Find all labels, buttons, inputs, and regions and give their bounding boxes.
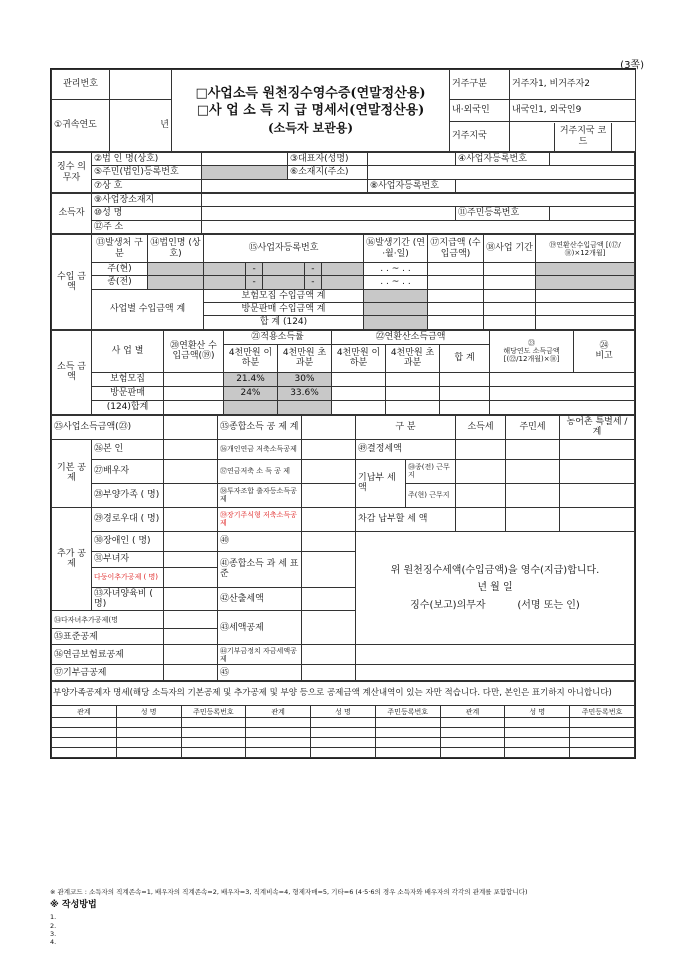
total-current[interactable] — [490, 400, 635, 414]
payer-sig-label: 징수(보고)의무자 — [410, 599, 486, 611]
workplace-field[interactable] — [202, 194, 635, 207]
dep-name-h1: 성 명 — [116, 706, 181, 718]
dep-cell[interactable] — [52, 738, 117, 748]
elderly-field[interactable] — [164, 507, 218, 531]
dep-cell[interactable] — [52, 718, 117, 728]
country-code-label: 거주지국 코드 — [555, 123, 612, 151]
dep-cell[interactable] — [311, 718, 376, 728]
h-bizperiod: ⑱사업 기간 — [484, 235, 536, 263]
dep-rrn-h2: 주민등록번호 — [375, 706, 440, 718]
notes-block — [50, 888, 634, 946]
year-field[interactable]: 년 — [110, 100, 172, 152]
prev-dash2: - — [304, 276, 321, 288]
elderly-label: ㉙경로우대 ( 명) — [92, 507, 164, 531]
child-care-label: ㉝자녀양육비 ( 명) — [92, 587, 164, 611]
dep-cell[interactable] — [52, 728, 117, 738]
rep-name-field[interactable] — [368, 153, 456, 166]
insurance-total-field[interactable] — [428, 289, 484, 302]
reg-no-field[interactable] — [202, 166, 288, 179]
dep-cell[interactable] — [116, 748, 181, 758]
door-current[interactable] — [490, 386, 635, 400]
dep-cell[interactable] — [116, 728, 181, 738]
donation-field[interactable] — [164, 665, 218, 681]
dep-cell[interactable] — [246, 748, 311, 758]
h-type: ⑬발생처 구 분 — [92, 235, 148, 263]
door-conv-under[interactable] — [332, 386, 386, 400]
disabled-field[interactable] — [164, 531, 218, 551]
country-field[interactable] — [510, 123, 555, 151]
cur-biz-c[interactable] — [321, 263, 363, 275]
earnings-total-label: (124)합계 — [92, 400, 164, 414]
door-rate-over: 33.6% — [278, 386, 332, 400]
sign-label[interactable]: (서명 또는 인) — [517, 599, 580, 611]
blank-b-label: ㊺ — [218, 665, 302, 681]
total-ded-label: ㉟종합소득 공 제 계 — [218, 415, 302, 439]
dependents-field[interactable] — [164, 483, 218, 507]
child-care-field[interactable] — [164, 587, 218, 611]
confirm-text: 위 원천징수세액(수입금액)을 영수(지급)합니다. — [390, 564, 600, 576]
tax-base-field[interactable] — [302, 551, 356, 587]
dep-rel-h3: 관계 — [440, 706, 505, 718]
dep-cell[interactable] — [440, 748, 505, 758]
door-conv-over[interactable] — [386, 386, 440, 400]
extra-section: 추가 공제 — [52, 507, 92, 611]
dep-cell[interactable] — [375, 718, 440, 728]
dep-cell[interactable] — [311, 748, 376, 758]
dep-cell[interactable] — [181, 738, 246, 748]
mgmt-no-label: 관리번호 — [52, 70, 110, 100]
biz-income-field[interactable] — [164, 415, 218, 439]
cur-dash1: - — [246, 263, 263, 275]
ins-rate-under: 21.4% — [224, 372, 278, 386]
title-line3: (소득자 보관용) — [267, 120, 354, 135]
address-label: ⑥소재지(주소) — [288, 166, 368, 179]
dep-cell[interactable] — [246, 728, 311, 738]
year-label: ①귀속연도 — [52, 100, 110, 152]
prev-biz-c[interactable] — [321, 276, 363, 288]
insurance-row-label: 보험모집 — [92, 372, 164, 386]
cur-work-label: 주(현) 근무지 — [406, 483, 456, 507]
spouse-field[interactable] — [164, 459, 218, 483]
note-4: 4. — [50, 937, 57, 946]
long-term-field[interactable] — [302, 507, 356, 531]
remark-num: ㉔ — [599, 340, 609, 351]
workplace-label: ⑨사업장소재지 — [92, 194, 202, 207]
ins-conv-under[interactable] — [332, 372, 386, 386]
personal-pension-field[interactable] — [302, 439, 356, 459]
current-year-num: ㉓ — [528, 339, 536, 348]
pension-ins-label: ㊱연금보험료공제 — [52, 645, 164, 665]
long-term-label: ㊴장기주식형 저축소득공제 — [218, 507, 302, 531]
multi-child-label: ㉞다자녀추가공제(명 — [52, 611, 164, 629]
rate-head: ㉑적용소득률 — [224, 330, 332, 344]
notes-heading: ※ 작성방법 — [50, 900, 97, 911]
multi-child-field[interactable] — [164, 611, 218, 629]
total-conv-sum[interactable] — [440, 400, 490, 414]
classification-label: 구 분 — [356, 415, 456, 439]
nationality-value[interactable]: 내국인1, 외국인9 — [510, 100, 636, 122]
ins-current[interactable] — [490, 372, 635, 386]
dependents-table — [51, 681, 635, 758]
h-period: ⑯발생기간 (연·월·일) — [364, 235, 428, 263]
income-table — [51, 234, 635, 330]
dep-cell[interactable] — [375, 748, 440, 758]
political-field[interactable] — [302, 645, 356, 665]
residence-type-label: 거주구분 — [450, 70, 510, 100]
prev-dash1: - — [246, 276, 263, 288]
prev-converted-field — [536, 276, 635, 289]
address-field[interactable] — [368, 166, 635, 179]
nationality-label: 내·외국인 — [450, 100, 510, 122]
mgmt-no-field[interactable] — [110, 70, 172, 100]
row-current: 주(현) — [92, 263, 148, 276]
local-tax-head: 주민세 — [506, 415, 560, 439]
dep-cell[interactable] — [181, 718, 246, 728]
h-converted: ⑲연환산수입금액 [(⑰/⑱)×12개월] — [536, 235, 635, 263]
dep-rrn-h1: 주민등록번호 — [181, 706, 246, 718]
ins-conv-sum[interactable] — [440, 372, 490, 386]
invest-union-field[interactable] — [302, 483, 356, 507]
country-code-field[interactable] — [612, 123, 636, 151]
dep-cell[interactable] — [52, 748, 117, 758]
cur-dash2: - — [304, 263, 321, 275]
prev-biz-a[interactable] — [204, 276, 246, 288]
prev-work-label: ㊿종(전) 근무지 — [406, 459, 456, 483]
diff-income-tax[interactable] — [456, 507, 506, 531]
annual-income-label: ⑳연환산 수입금액(⑲) — [164, 330, 224, 372]
cur-period-field[interactable]: . . ~ . . — [364, 263, 428, 276]
ins-rate-over: 30% — [278, 372, 332, 386]
det-total-tax[interactable] — [560, 439, 635, 459]
note-2: 2. — [50, 921, 57, 930]
earner-address-field[interactable] — [202, 220, 635, 233]
total-income-field[interactable] — [164, 400, 224, 414]
dep-cell[interactable] — [181, 728, 246, 738]
door-total-field[interactable] — [428, 303, 484, 316]
country-label: 거주지국 — [450, 122, 510, 152]
dep-cell[interactable] — [116, 738, 181, 748]
dep-cell[interactable] — [440, 718, 505, 728]
prev-income-tax[interactable] — [456, 459, 506, 483]
form-title — [172, 70, 450, 152]
self-field[interactable] — [164, 439, 218, 459]
total-conv-under[interactable] — [332, 400, 386, 414]
dep-name-h2: 성 명 — [311, 706, 376, 718]
spouse-label: ㉗배우자 — [92, 459, 164, 483]
prev-period-field[interactable]: . . ~ . . — [364, 276, 428, 289]
corp-name-label: ②법 인 명(상호) — [92, 153, 202, 166]
personal-pension-label: ㊱개인연금 저축소득공제 — [218, 439, 302, 459]
h-name: ⑭법인명 (상 호) — [148, 235, 204, 263]
cur-total-tax[interactable] — [560, 483, 635, 507]
rural-tax-head: 농어촌 특별세 — [566, 416, 622, 427]
conv-over-label: 4천만원 초과분 — [386, 344, 440, 372]
det-local-tax[interactable] — [506, 439, 560, 459]
reg-no-label: ⑤주민(법인)등록번호 — [92, 166, 202, 179]
title-line1: □사업소득 원천징수영수증(연말정산용) — [195, 85, 426, 101]
conv-sum-label: 합 계 — [440, 344, 490, 372]
rate-over-label: 4천만원 초과분 — [278, 344, 332, 372]
door-income-field[interactable] — [164, 386, 224, 400]
dep-cell[interactable] — [505, 738, 570, 748]
cur-converted-field — [536, 263, 635, 276]
donation-label: ㊲기부금공제 — [52, 665, 164, 681]
ins-conv-over[interactable] — [386, 372, 440, 386]
resident-no-label: ⑪주민등록번호 — [456, 207, 550, 220]
dep-name-h3: 성 명 — [505, 706, 570, 718]
remark-label: 비고 — [595, 351, 613, 362]
rate-under-label: 4천만원 이하분 — [224, 344, 278, 372]
dep-cell[interactable] — [505, 728, 570, 738]
rep-name-label: ③대표자(성명) — [288, 153, 368, 166]
date-line: 년 월 일 — [477, 582, 513, 594]
dep-cell[interactable] — [440, 738, 505, 748]
door-row-label: 방문판매 — [92, 386, 164, 400]
woman-field[interactable] — [164, 551, 218, 567]
child-rear-field[interactable] — [164, 567, 218, 587]
disabled-label: ㉚장애인 ( 명) — [92, 531, 164, 551]
dep-cell[interactable] — [505, 718, 570, 728]
earnings-section: 소득 금액 — [52, 330, 92, 414]
paid-tax-label: 기납부 세 액 — [356, 459, 406, 507]
cur-local-tax[interactable] — [506, 483, 560, 507]
cur-income-tax[interactable] — [456, 483, 506, 507]
biz-no-label: ④사업자등록번호 — [456, 153, 550, 166]
total-tax-head: 농어촌 특별세 / 계 — [560, 415, 635, 439]
tax-form — [50, 68, 636, 759]
biz-no-field[interactable] — [550, 153, 635, 166]
det-tax-label: ㊾결정세액 — [356, 439, 456, 459]
blank-ded-label: ㊵ — [218, 531, 302, 551]
page-label: (3쪽) — [620, 60, 644, 71]
det-income-tax[interactable] — [456, 439, 506, 459]
biz-income-label: ㉕사업소득금액(㉓) — [52, 415, 164, 439]
dep-cell[interactable] — [375, 728, 440, 738]
dep-cell[interactable] — [440, 728, 505, 738]
income-section: 수입 금액 — [52, 235, 92, 330]
h-bizno: ⑮사업자등록번호 — [204, 235, 364, 263]
tax-total-head: 계 — [592, 427, 602, 438]
title-line2: □사 업 소 득 지 급 명세서(연말정산용) — [196, 103, 425, 119]
cur-biz-b[interactable] — [263, 263, 305, 275]
payer-table — [51, 152, 635, 193]
door-conv-sum[interactable] — [440, 386, 490, 400]
trade-name-field[interactable] — [202, 179, 368, 192]
confirmation-block — [356, 531, 635, 645]
calc-tax-field[interactable] — [302, 587, 356, 611]
h-amount: ⑰지급액 (수입금액) — [428, 235, 484, 263]
biz-type-label: 사 업 별 — [92, 330, 164, 372]
blank-ded-field[interactable] — [302, 531, 356, 551]
dep-cell[interactable] — [246, 738, 311, 748]
conv-under-label: 4천만원 이하분 — [332, 344, 386, 372]
tax-base-label: ㊶종합소득 과 세 표 준 — [218, 551, 302, 587]
earner-section: 소득자 — [52, 194, 92, 234]
dep-cell[interactable] — [570, 748, 635, 758]
self-label: ㉖본 인 — [92, 439, 164, 459]
prev-local-tax[interactable] — [506, 459, 560, 483]
conv-head: ㉒연환산소득금액 — [332, 330, 490, 344]
basic-section: 기본 공제 — [52, 439, 92, 507]
row-previous: 종(전) — [92, 276, 148, 289]
dep-cell[interactable] — [311, 738, 376, 748]
dep-cell[interactable] — [375, 738, 440, 748]
code-note: ※ 관계코드 : 소득자의 직계존속=1, 배우자의 직계존속=2, 배우자=3, 직계비속=4, 형제자매=5, 기타=6 (4·5·6의 경우 소득자와 배우자의 각각의 관계를 포함합니다) — [50, 888, 528, 896]
cur-amount-field[interactable] — [428, 263, 484, 276]
prev-amount-field[interactable] — [428, 276, 484, 289]
door-rate-under: 24% — [224, 386, 278, 400]
tax-ded-field[interactable] — [302, 611, 356, 645]
prev-total-tax[interactable] — [560, 459, 635, 483]
door-total-label: 방문판매 수입금액 계 — [204, 303, 364, 316]
blank-b-field[interactable] — [302, 665, 356, 681]
cur-biz-a[interactable] — [204, 263, 246, 275]
dep-cell[interactable] — [246, 718, 311, 728]
diff-local-tax[interactable] — [506, 507, 560, 531]
political-label: ㊹기부금정치 자금세액공제 — [218, 645, 302, 665]
pension-savings-label: ㊲연금저축 소 득 공 제 — [218, 459, 302, 483]
dep-rel-h2: 관계 — [246, 706, 311, 718]
std-ded-field[interactable] — [164, 629, 218, 645]
total-conv-over[interactable] — [386, 400, 440, 414]
resident-no-field[interactable] — [550, 207, 635, 220]
pension-ins-field[interactable] — [164, 645, 218, 665]
dep-cell[interactable] — [311, 728, 376, 738]
child-rear-label: 다둥이추가공제 ( 명) — [92, 567, 164, 587]
prev-name-field[interactable] — [148, 276, 204, 289]
insurance-total-label: 보험모집 수입금액 계 — [204, 289, 364, 302]
prev-bizperiod-field[interactable] — [484, 276, 536, 289]
diff-tax-label: 차감 납부할 세 액 — [356, 507, 456, 531]
current-year-desc: 해당연도 소득금액 [(㉒/12개월)×⑱] — [503, 347, 560, 364]
dependents-notice: 부양가족공제자 명세(해당 소득자의 기본공제 및 추가공제 및 부양 등으로 공제금액 계산내역이 있는 자만 적습니다. 다만, 본인은 표기하지 아니합니다) — [52, 682, 635, 706]
prev-biz-b[interactable] — [263, 276, 305, 288]
dep-cell[interactable] — [570, 728, 635, 738]
grand-total-label: 합 계 (124) — [204, 316, 364, 329]
earner-name-label: ⑩성 명 — [92, 207, 202, 220]
pension-savings-field[interactable] — [302, 459, 356, 483]
trade-name-label: ⑦상 호 — [92, 179, 202, 192]
dep-rrn-h3: 주민등록번호 — [570, 706, 635, 718]
by-business-label: 사업별 수입금액 계 — [92, 289, 204, 329]
earner-address-label: ⑫주 소 — [92, 220, 202, 233]
grand-total-field[interactable] — [428, 316, 484, 329]
dep-cell[interactable] — [570, 738, 635, 748]
dep-cell[interactable] — [505, 748, 570, 758]
income-tax-head: 소득세 — [456, 415, 506, 439]
diff-total-tax[interactable] — [560, 507, 635, 531]
note-3: 3. — [50, 929, 57, 938]
cur-name-field[interactable] — [148, 263, 204, 276]
total-ded-field[interactable] — [302, 415, 356, 439]
dep-rel-h1: 관계 — [52, 706, 117, 718]
invest-union-label: ㊳투자조합 출자등소득공제 — [218, 483, 302, 507]
biz-no2-field[interactable] — [456, 179, 635, 192]
std-ded-label: ㉟표준공제 — [52, 629, 164, 645]
woman-label: ㉛부녀자 — [92, 551, 164, 567]
note-1: 1. — [50, 913, 57, 922]
residence-type-value[interactable]: 거주자1, 비거주자2 — [510, 70, 636, 100]
cur-bizperiod-field[interactable] — [484, 263, 536, 276]
ins-income-field[interactable] — [164, 372, 224, 386]
calc-tax-label: ㊷산출세액 — [218, 587, 302, 611]
corp-name-field[interactable] — [202, 153, 288, 166]
biz-no2-label: ⑧사업자등록번호 — [368, 179, 456, 192]
header-table — [51, 69, 636, 152]
dependents-label: ㉘부양가족 ( 명) — [92, 483, 164, 507]
tax-ded-label: ㊸세액공제 — [218, 611, 302, 645]
earner-name-field[interactable] — [202, 207, 456, 220]
dep-cell[interactable] — [116, 718, 181, 728]
earnings-table — [51, 330, 635, 415]
dep-cell[interactable] — [570, 718, 635, 728]
dep-cell[interactable] — [181, 748, 246, 758]
earner-table — [51, 193, 635, 234]
calc-table — [51, 415, 635, 682]
payer-section: 징수 의무자 — [52, 153, 92, 193]
